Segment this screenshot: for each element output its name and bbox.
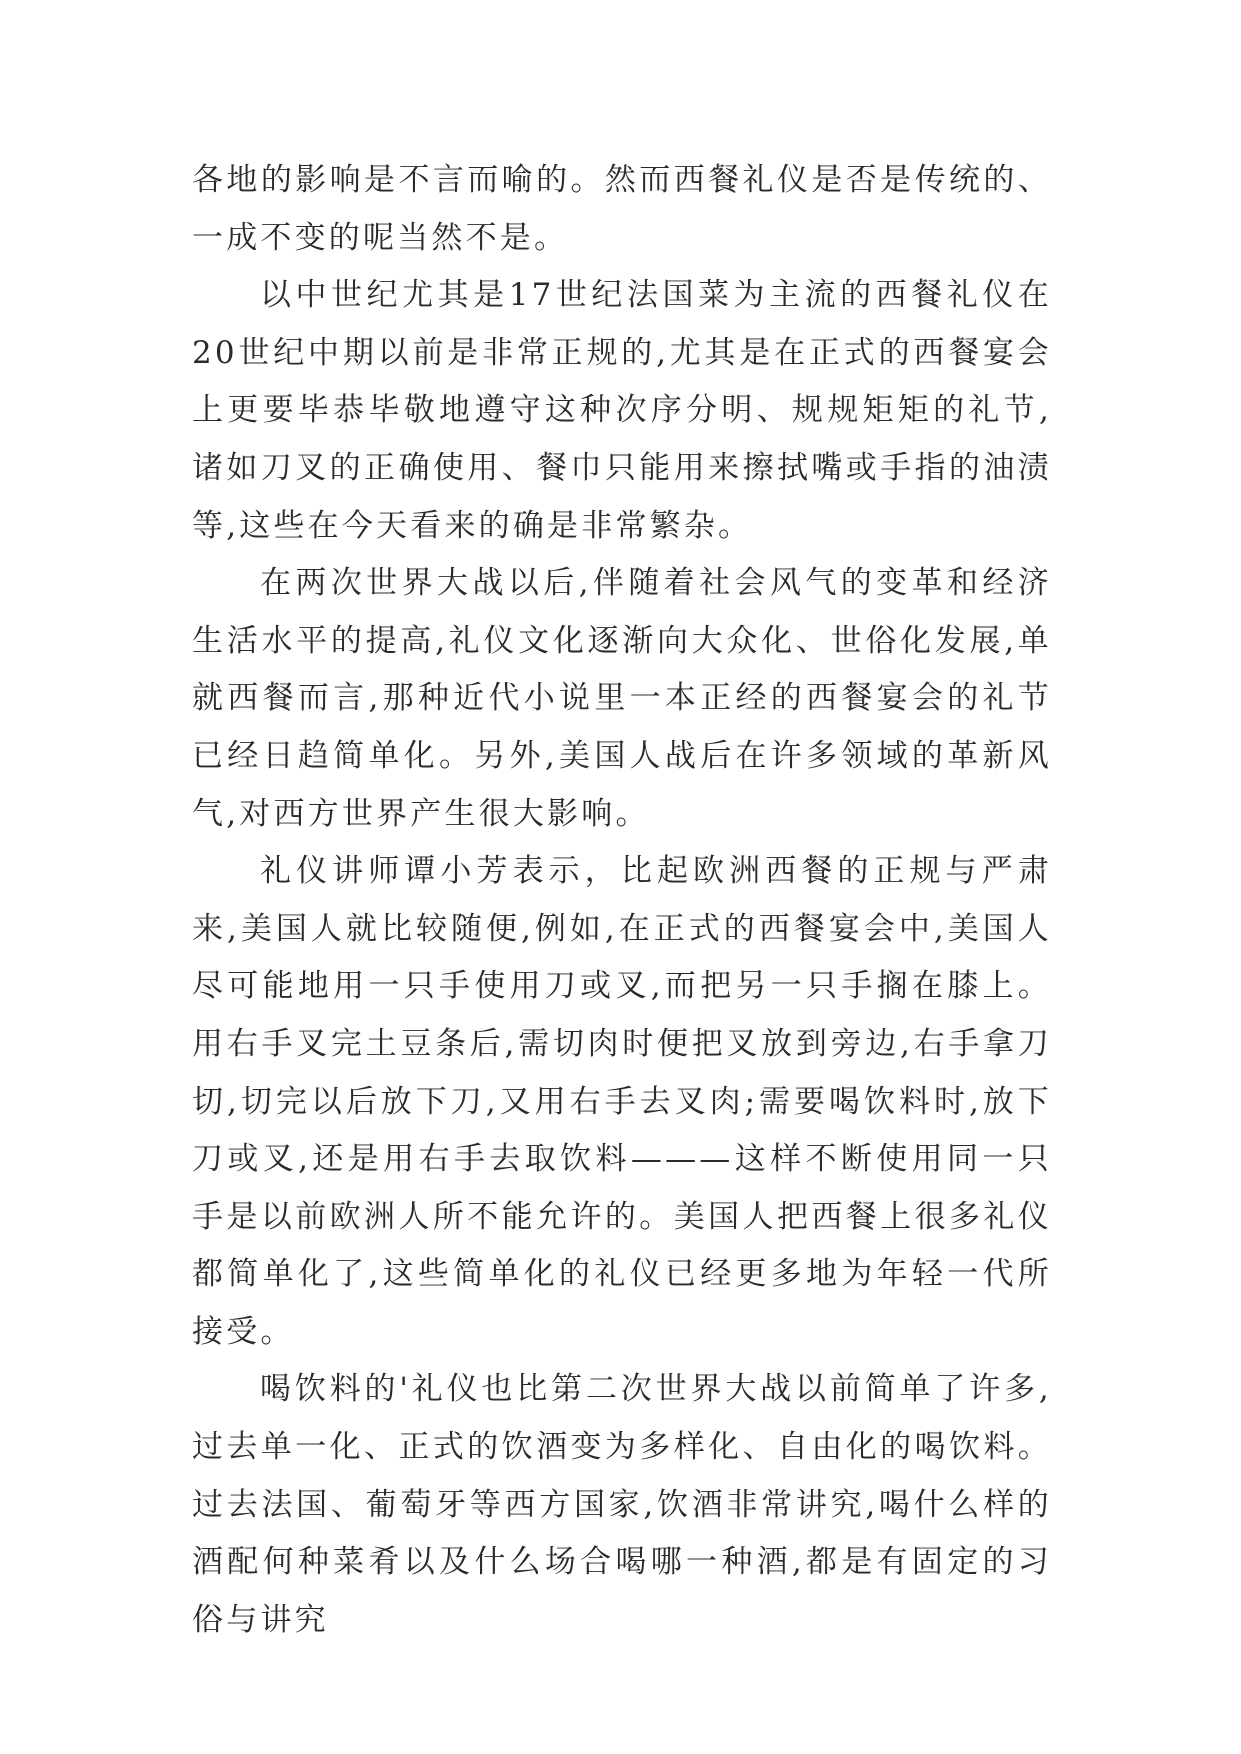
paragraph-american-style: 礼仪讲师谭小芳表示，比起欧洲西餐的正规与严肃来,美国人就比较随便,例如,在正式的西餐宴会中,美国人尽可能地用一只手使用刀或叉,而把另一只手搁在膝上。用右手叉完土豆条后,需切肉时便把叉放到旁边,右手拿刀切,切完以后放下刀,又用右手去叉肉;需要喝饮料时,放下刀或叉,还是用右手去取饮料———这样不断使用同一只手是以前欧洲人所不能允许的。美国人把西餐上很多礼仪都简单化了,这些简单化的礼仪已经更多地为年轻一代所接受。 [192,853,1052,1350]
paragraph-drinking-etiquette: 喝饮料的'礼仪也比第二次世界大战以前简单了许多,过去单一化、正式的饮酒变为多样化、自由化的喝饮料。过去法国、葡萄牙等西方国家,饮酒非常讲究,喝什么样的酒配何种菜肴以及什么场合喝哪一种酒,都是有固定的习俗与讲究 [192,1371,1052,1638]
document-body [192,152,1052,1649]
paragraph-continuation: 各地的影响是不言而喻的。然而西餐礼仪是否是传统的、一成不变的呢当然不是。 [192,162,1052,256]
paragraph-medieval-etiquette: 以中世纪尤其是17世纪法国菜为主流的西餐礼仪在20世纪中期以前是非常正规的,尤其是在正式的西餐宴会上更要毕恭毕敬地遵守这种次序分明、规规矩矩的礼节,诸如刀叉的正确使用、餐巾只能用来擦拭嘴或手指的油渍等,这些在今天看来的确是非常繁杂。 [192,277,1052,544]
paragraph-postwar-change: 在两次世界大战以后,伴随着社会风气的变革和经济生活水平的提高,礼仪文化逐渐向大众化、世俗化发展,单就西餐而言,那种近代小说里一本正经的西餐宴会的礼节已经日趋简单化。另外,美国人战后在许多领域的革新风气,对西方世界产生很大影响。 [192,565,1052,832]
